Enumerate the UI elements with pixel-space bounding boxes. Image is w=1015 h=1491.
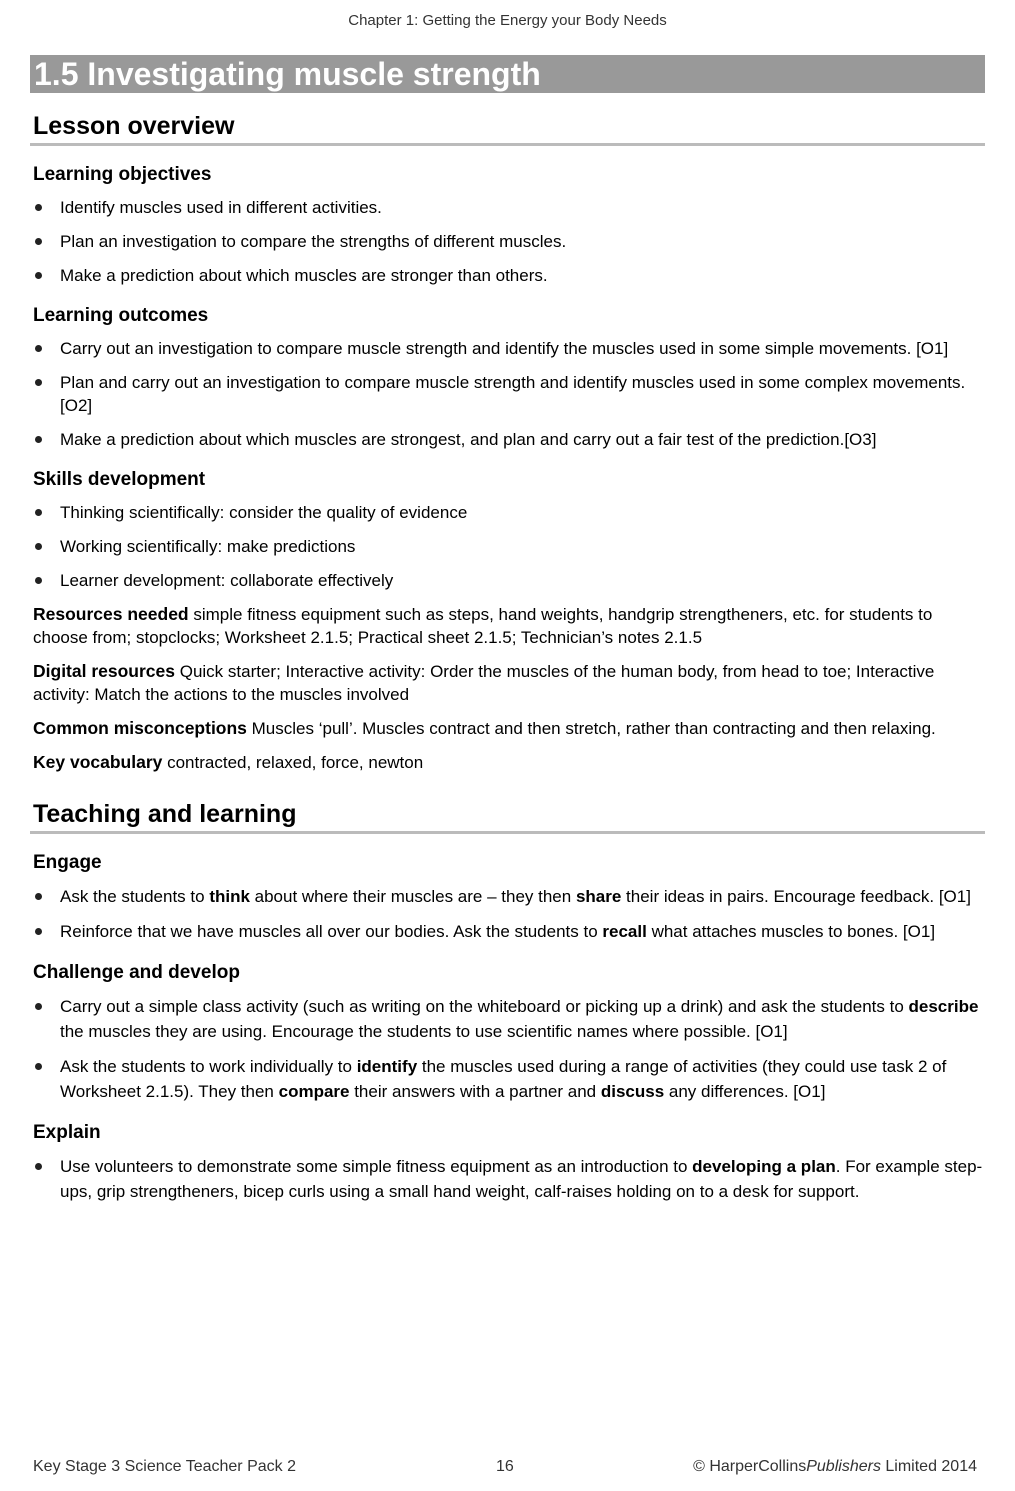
- copyright-suffix: Limited 2014: [880, 1458, 977, 1475]
- list-item: [30, 196, 985, 219]
- resources-needed-text: simple fitness equipment such as steps, hand weights, handgrip strengtheners, etc. for students to choose from; stopclocks; Worksheet 2.1.5; Practical sheet 2.1.5; Technician’s notes 2.1.5: [33, 605, 933, 647]
- emphasis-text: developing a plan: [692, 1157, 836, 1176]
- challenge-and-develop-heading: Challenge and develop: [33, 962, 240, 983]
- list-item-text: Reinforce that we have muscles all over our bodies. Ask the students to: [60, 922, 603, 941]
- digital-resources-text: Quick starter; Interactive activity: Order the muscles of the human body, from head to toe; Interactive activity: Match the actions to the muscles involved: [33, 662, 935, 704]
- teaching-and-learning-heading: Teaching and learning: [30, 799, 985, 834]
- emphasis-text: identify: [356, 1057, 418, 1076]
- common-misconceptions: [30, 717, 985, 740]
- list-item: [30, 264, 985, 287]
- list-item-text: what attaches muscles to bones. [O1]: [646, 922, 936, 941]
- key-vocabulary-text: contracted, relaxed, force, newton: [162, 753, 424, 772]
- explain-heading: Explain: [33, 1122, 101, 1143]
- engage-list: [30, 884, 985, 944]
- list-item: [30, 1054, 985, 1104]
- learning-outcomes-list: [30, 337, 985, 451]
- list-item: [30, 371, 985, 417]
- list-item-text: the muscles they are using. Encourage the students to use scientific names where possible. [O1]: [60, 1022, 788, 1041]
- emphasis-text: think: [209, 887, 250, 906]
- explain-list: [30, 1154, 985, 1204]
- copyright-prefix: © HarperCollins: [693, 1458, 807, 1475]
- engage-heading: Engage: [33, 852, 102, 873]
- list-item-text: Plan and carry out an investigation to compare muscle strength and identify muscles used in some complex movements. [O2]: [60, 373, 966, 415]
- teaching-and-learning-section: [30, 851, 985, 1204]
- learning-objectives-list: [30, 196, 985, 287]
- resources-needed: [30, 603, 985, 649]
- emphasis-text: describe: [908, 997, 979, 1016]
- footer-page-number: 16: [496, 1458, 514, 1475]
- list-item: [30, 1154, 985, 1204]
- list-item-text: their ideas in pairs. Encourage feedback. [O1]: [621, 887, 971, 906]
- list-item-text: the muscles used during a range of activities (they could use task 2 of Worksheet 2.1.5). They then: [60, 1057, 947, 1101]
- challenge-and-develop-list: [30, 994, 985, 1104]
- list-item-text: Make a prediction about which muscles are stronger than others.: [60, 266, 548, 285]
- resources-needed-label: Resources needed: [33, 604, 189, 624]
- list-item-text: any differences. [O1]: [664, 1082, 826, 1101]
- lesson-overview-heading: Lesson overview: [30, 111, 985, 146]
- list-item: [30, 919, 985, 944]
- list-item-text: Ask the students to: [60, 887, 210, 906]
- lesson-title: 1.5 Investigating muscle strength: [30, 55, 985, 93]
- copyright-italic: Publishers: [806, 1458, 881, 1475]
- list-item-text: Working scientifically: make predictions: [60, 537, 356, 556]
- footer-book-title: Key Stage 3 Science Teacher Pack 2: [33, 1458, 296, 1475]
- list-item: [30, 501, 985, 524]
- digital-resources: [30, 660, 985, 706]
- list-item-text: Carry out an investigation to compare muscle strength and identify the muscles used in some simple movements. [O1]: [60, 339, 949, 358]
- key-vocabulary-label: Key vocabulary: [33, 752, 163, 772]
- common-misconceptions-text: Muscles ‘pull’. Muscles contract and then stretch, rather than contracting and then relaxing.: [246, 719, 936, 738]
- emphasis-text: recall: [602, 922, 647, 941]
- emphasis-text: discuss: [600, 1082, 665, 1101]
- skills-development-heading: Skills development: [33, 469, 206, 490]
- list-item-text: Use volunteers to demonstrate some simple fitness equipment as an introduction to: [60, 1157, 693, 1176]
- digital-resources-label: Digital resources: [33, 661, 175, 681]
- learning-outcomes-heading: Learning outcomes: [33, 305, 209, 326]
- skills-development-list: [30, 501, 985, 592]
- list-item-text: Learner development: collaborate effectively: [60, 571, 394, 590]
- list-item-text: Identify muscles used in different activities.: [60, 198, 382, 217]
- footer-copyright: [693, 1458, 977, 1476]
- list-item-text: Thinking scientifically: consider the quality of evidence: [60, 503, 468, 522]
- key-vocabulary: [30, 751, 985, 774]
- list-item: [30, 337, 985, 360]
- emphasis-text: compare: [278, 1082, 350, 1101]
- list-item: [30, 230, 985, 253]
- list-item-text: their answers with a partner and: [349, 1082, 601, 1101]
- common-misconceptions-label: Common misconceptions: [33, 718, 247, 738]
- page-content: [30, 55, 985, 1214]
- running-header: Chapter 1: Getting the Energy your Body Needs: [348, 12, 667, 29]
- list-item-text: Make a prediction about which muscles are strongest, and plan and carry out a fair test of the prediction.[O3]: [60, 430, 877, 449]
- list-item: [30, 569, 985, 592]
- list-item-text: Plan an investigation to compare the strengths of different muscles.: [60, 232, 567, 251]
- list-item: [30, 884, 985, 909]
- list-item-text: Ask the students to work individually to: [60, 1057, 357, 1076]
- list-item-text: . For example step-ups, grip strengtheners, bicep curls using a small hand weight, calf-raises holding on to a desk for support.: [60, 1157, 983, 1201]
- emphasis-text: share: [575, 887, 622, 906]
- list-item: [30, 535, 985, 558]
- learning-objectives-heading: Learning objectives: [33, 164, 212, 185]
- list-item-text: about where their muscles are – they then: [249, 887, 576, 906]
- list-item-text: Carry out a simple class activity (such as writing on the whiteboard or picking up a drink) and ask the students to: [60, 997, 909, 1016]
- list-item: [30, 428, 985, 451]
- list-item: [30, 994, 985, 1044]
